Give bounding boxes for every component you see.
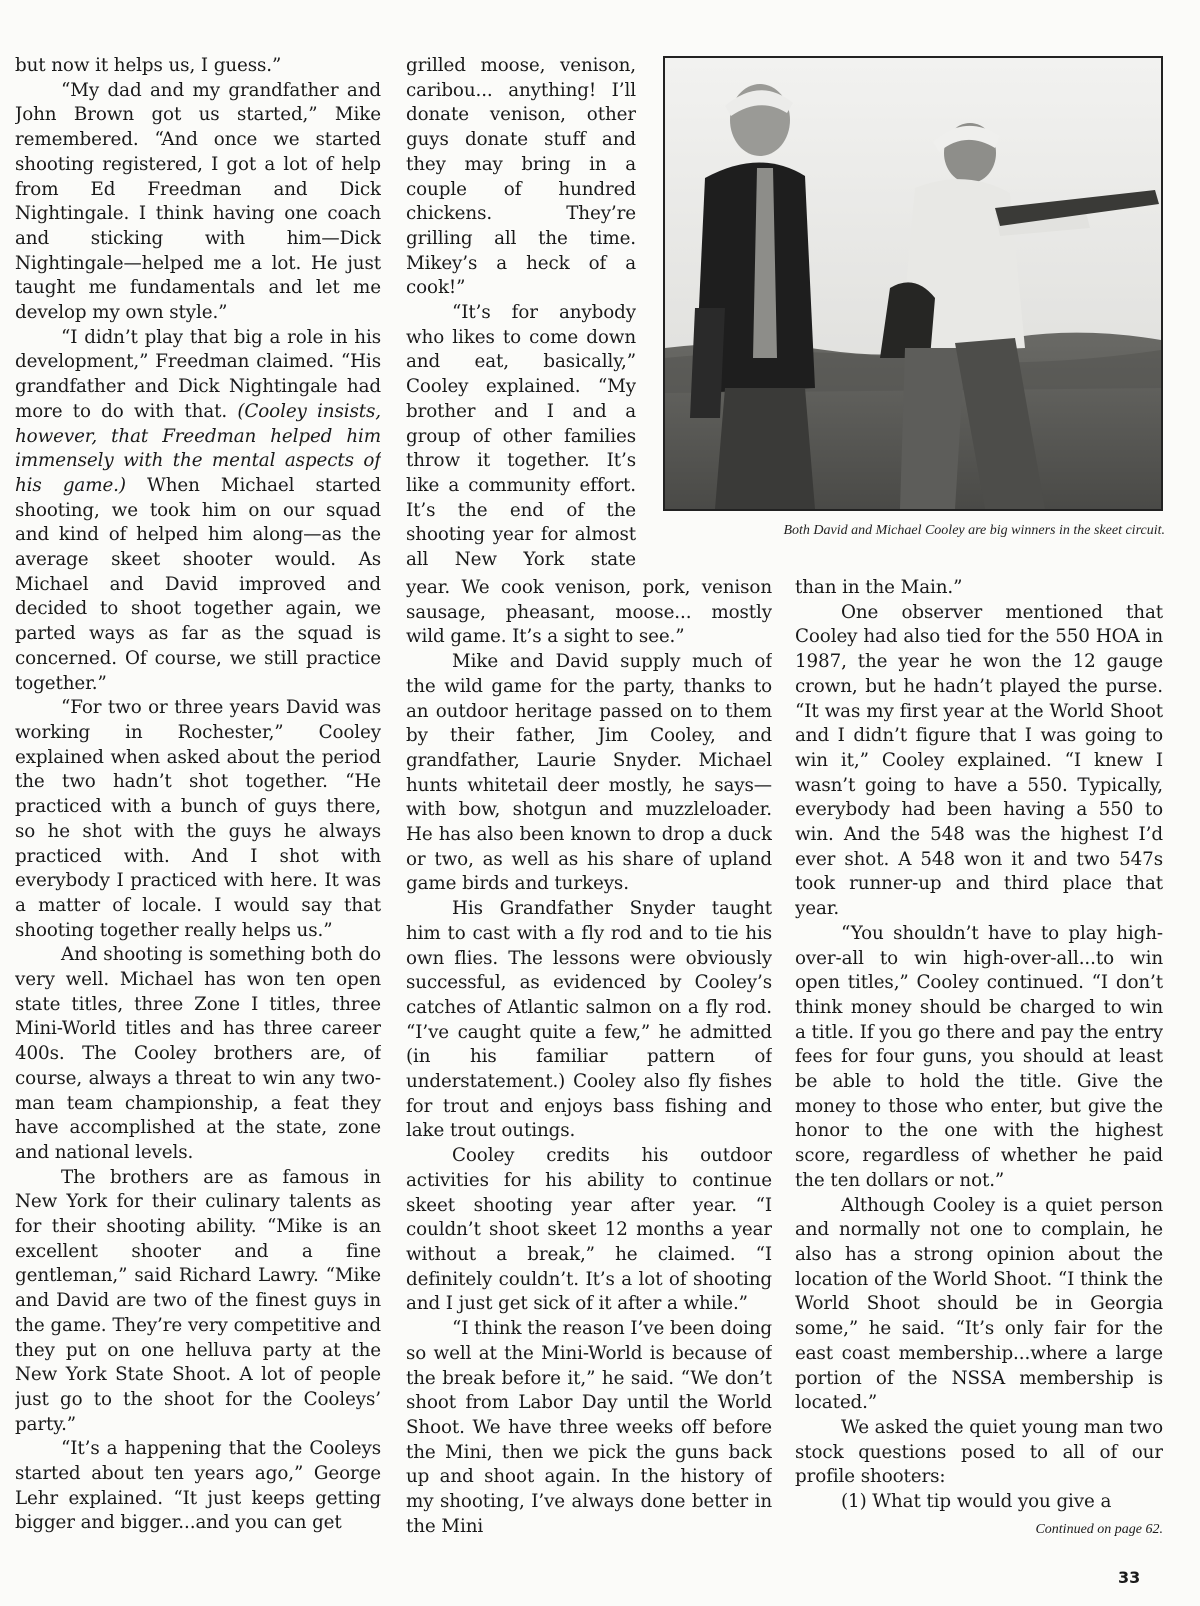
- paragraph-text: When Michael started shooting, we took him on our squad and kind of helped him along—as the average skeet shooter would. As Michael and David improved and decided to shoot together again, we parted ways as far as the squad is concerned. Of course, we still practice together.”: [15, 474, 381, 694]
- paragraph: Mike and David supply much of the wild game for the party, thanks to an outdoor heritage passed on to them by their father, Jim Cooley, and grandfather, Laurie Snyder. Michael hunts whitetail deer mostly, he says—with bow, shotgun and muzzleloader. He has also been known to drop a duck or two, as well as his share of upland game birds and turkeys.: [406, 651, 772, 895]
- article-column-1: [15, 54, 381, 1554]
- paragraph: year. We cook venison, pork, venison sausage, pheasant, moose... mostly wild game. It’s a sight to see.”: [406, 577, 772, 648]
- paragraph: “You shouldn’t have to play high-over-all to win high-over-all...to win open titles,” Cooley continued. “I don’t think money should be charged to win a title. If you go there and pay the entry fees for four guns, you should at least be able to hold the title. Give the money to those who enter, but give the honor to the one with the highest score, regardless of whether he paid the ten dollars or not.”: [795, 922, 1163, 1191]
- paragraph: Cooley credits his outdoor activities for his ability to continue skeet shooting year after year. “I couldn’t shoot skeet 12 months a year without a break,” he claimed. “I definitely couldn’t. It’s a lot of shooting and I just get sick of it after a while.”: [406, 1145, 772, 1315]
- paragraph: grilled moose, venison, caribou... anything! I’ll donate venison, other guys donate stuff and they may bring in a couple of hundred chickens. They’re grilling all the time. Mikey’s a heck of a cook!”: [406, 55, 636, 299]
- paragraph: [15, 326, 381, 697]
- paragraph: “It’s a happening that the Cooleys started about ten years ago,” George Lehr explained. “It just keeps getting bigger and bigger...and you can get: [15, 1438, 381, 1534]
- photo-image: [665, 58, 1161, 509]
- paragraph: “I think the reason I’ve been doing so well at the Mini-World is because of the break before it,” he said. “We don’t shoot from Labor Day until the World Shoot. We have three weeks off before the Mini, then we pick the guns back up and shoot again. In the history of my shooting, I’ve always done better in the Mini: [406, 1318, 772, 1537]
- paragraph: His Grandfather Snyder taught him to cast with a fly rod and to tie his own flies. The lessons were obviously successful, as evidenced by Cooley’s catches of Atlantic salmon on a fly rod. “I’ve caught quite a few,” he admitted (in his familiar pattern of understatement.) Cooley also fly fishes for trout and enjoys bass fishing and lake trout outings.: [406, 898, 772, 1142]
- paragraph-italic-aside: (Cooley insists, however, that Freedman helped him immensely with the mental aspects of his game.): [15, 400, 381, 496]
- photo-caption: Both David and Michael Cooley are big winners in the skeet circuit.: [783, 523, 1165, 538]
- paragraph: “My dad and my grandfather and John Brown got us started,” Mike remembered. “And once we started shooting registered, I got a lot of help from Ed Freedman and Dick Nightingale. I think having one coach and sticking with him—Dick Nightingale—helped me a lot. He just taught me fundamentals and let me develop my own style.”: [15, 79, 381, 324]
- paragraph: Although Cooley is a quiet person and normally not one to complain, he also has a strong opinion about the location of the World Shoot. “I think the World Shoot should be in Georgia some,” he said. “It’s only fair for the east coast membership...where a large portion of the NSSA membership is located.”: [795, 1194, 1163, 1414]
- paragraph: but now it helps us, I guess.”: [15, 55, 282, 76]
- paragraph: “For two or three years David was working in Rochester,” Cooley explained when asked about the period the two hadn’t shot together. “He practiced with a bunch of guys there, so he shot with the guys he always practiced with. And I shot with everybody I practiced with here. It was a matter of locale. I would say that shooting together really helps us.”: [15, 697, 381, 941]
- page-number: 33: [1118, 1568, 1141, 1587]
- photo-two-shooters: [663, 56, 1163, 511]
- paragraph: than in the Main.”: [795, 577, 963, 598]
- paragraph: We asked the quiet young man two stock questions posed to all of our profile shooters:: [795, 1416, 1163, 1488]
- paragraph: The brothers are as famous in New York for their culinary talents as for their shooting ability. “Mike is an excellent shooter and a fine gentleman,” said Richard Lawry. “Mike and David are two of the finest guys in the game. They’re very competitive and they put on one helluva party at the New York State Shoot. A lot of people just go to the shoot for the Cooleys’ party.”: [15, 1166, 381, 1435]
- article-column-2: [406, 576, 772, 1556]
- article-column-3: [795, 576, 1163, 1536]
- article-column-2-top: [406, 54, 636, 574]
- paragraph: “It’s for anybody who likes to come down and eat, basically,” Cooley explained. “My brother and I and a group of other families throw it together. It’s like a community effort. It’s the end of the shooting year for almost all New York state: [406, 302, 636, 571]
- paragraph: (1) What tip would you give a: [841, 1491, 1112, 1513]
- paragraph: One observer mentioned that Cooley had also tied for the 550 HOA in 1987, the year he won the 12 gauge crown, but he hadn’t played the purse. “It was my first year at the World Shoot and I didn’t figure that I was going to win it,” Cooley explained. “I knew I wasn’t going to have a 550. Typically, everybody had been having a 550 to win. And the 548 was the highest I’d ever shot. A 548 won it and two 547s took runner-up and third place that year.: [795, 601, 1163, 920]
- continued-note: Continued on page 62.: [1035, 1522, 1163, 1537]
- paragraph-text: “I didn’t play that big a role in his development,” Freedman claimed. “His grandfather and Dick Nightingale had more to do with that.: [15, 326, 381, 422]
- paragraph: And shooting is something both do very well. Michael has won ten open state titles, three Zone I titles, three Mini-World titles and has three career 400s. The Cooley brothers are, of course, always a threat to win any two-man team championship, a feat they have accomplished at the state, zone and national levels.: [15, 944, 381, 1163]
